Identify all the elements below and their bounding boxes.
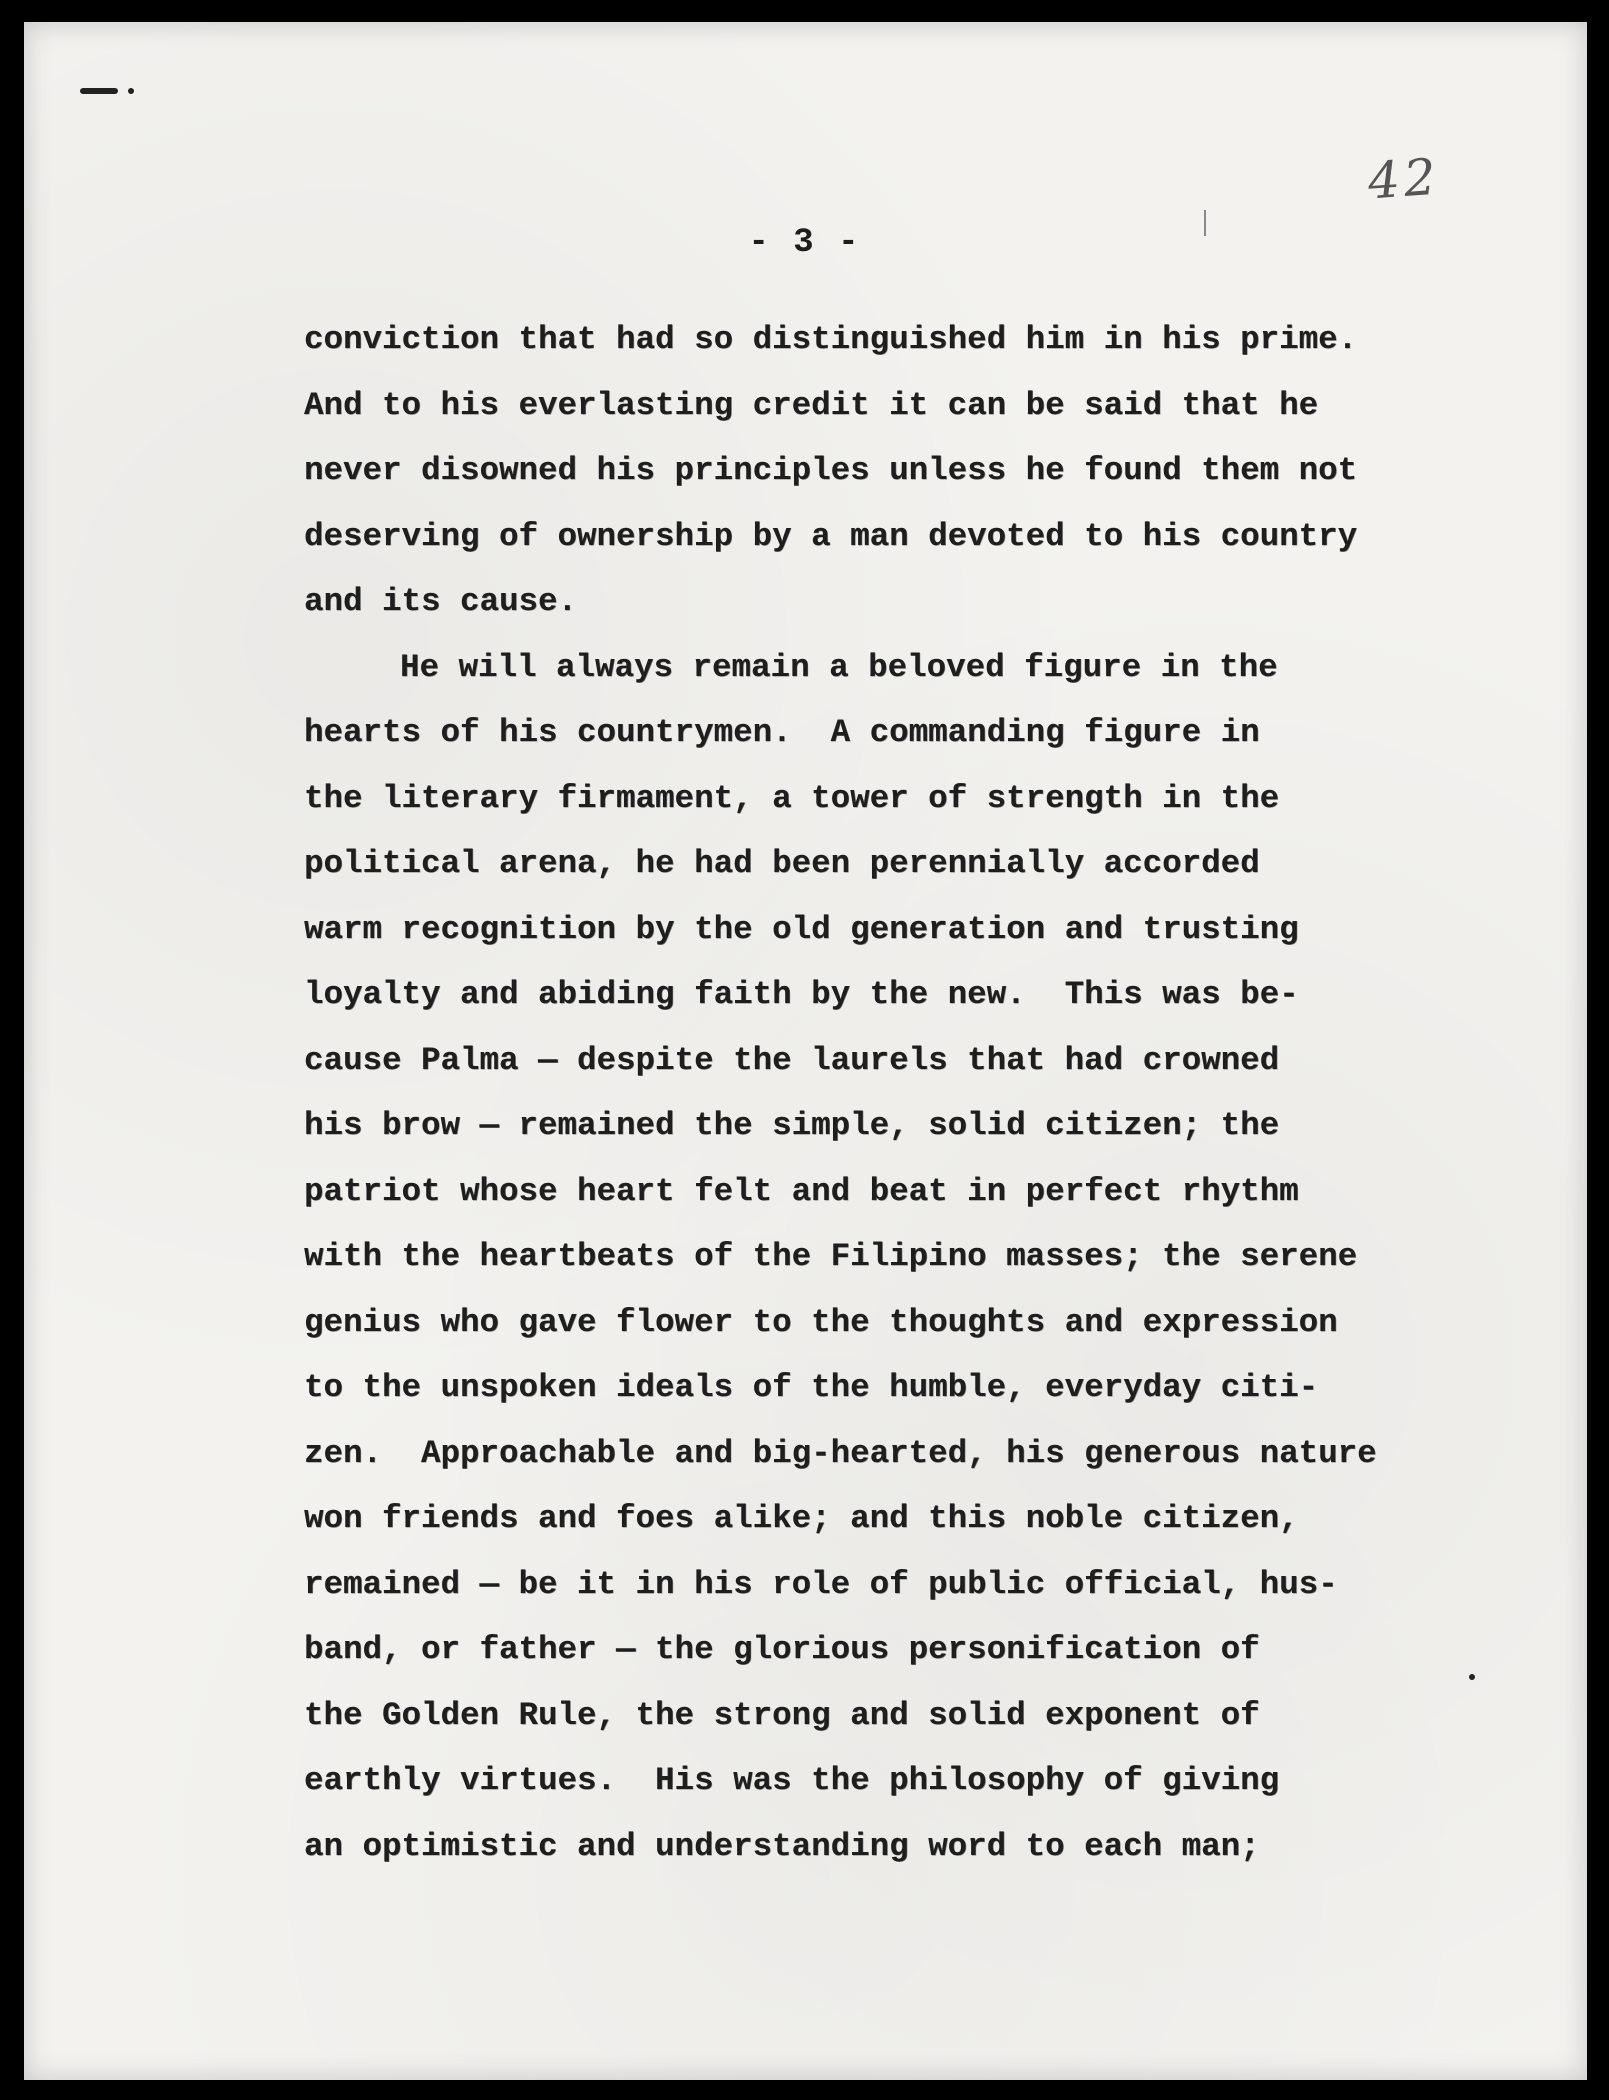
text-line: conviction that had so distinguished him in his prime.	[304, 321, 1358, 358]
text-line: his brow — remained the simple, solid citizen; the	[304, 1107, 1280, 1144]
text-line: band, or father — the glorious personification of	[304, 1631, 1260, 1668]
text-line: to the unspoken ideals of the humble, everyday citi-	[304, 1369, 1319, 1406]
text-line: the literary firmament, a tower of strength in the	[304, 779, 1280, 817]
text-line: political arena, he had been perennially accorded	[304, 845, 1260, 882]
text-line: loyalty and abiding faith by the new. This was be-	[304, 976, 1299, 1013]
text-line: And to his everlasting credit it can be said that he	[304, 386, 1319, 424]
text-line: earthly virtues. His was the philosophy of giving	[304, 1762, 1280, 1799]
text-line: cause Palma — despite the laurels that had crowned	[304, 1041, 1280, 1079]
text-line: the Golden Rule, the strong and solid exponent of	[304, 1696, 1260, 1734]
corner-ink-mark	[80, 88, 118, 94]
text-line: with the heartbeats of the Filipino masses; the serene	[304, 1238, 1358, 1275]
text-line: won friends and foes alike; and this noble citizen,	[304, 1500, 1299, 1537]
text-line: genius who gave flower to the thoughts and expression	[304, 1303, 1338, 1341]
text-line: hearts of his countrymen. A commanding figure in	[304, 714, 1260, 751]
text-line: and its cause.	[304, 583, 578, 620]
text-line: warm recognition by the old generation and trusting	[304, 910, 1299, 948]
text-line: zen. Approachable and big-hearted, his generous nature	[304, 1434, 1377, 1472]
corner-ink-dot	[128, 88, 134, 94]
text-line: an optimistic and understanding word to each man;	[304, 1827, 1260, 1865]
text-line: remained — be it in his role of public official, hus-	[304, 1565, 1338, 1603]
page-number: - 3 -	[748, 224, 861, 262]
text-line: patriot whose heart felt and beat in perfect rhythm	[304, 1172, 1299, 1210]
text-line: never disowned his principles unless he found them not	[304, 452, 1358, 489]
typewritten-body-text	[304, 318, 1424, 1890]
text-line: deserving of ownership by a man devoted to his country	[304, 517, 1358, 555]
handwritten-folio-number: 42	[1366, 147, 1442, 211]
stray-ink-dot	[1469, 1674, 1475, 1680]
paragraph-first-line: He will always remain a beloved figure in the	[400, 648, 1278, 686]
